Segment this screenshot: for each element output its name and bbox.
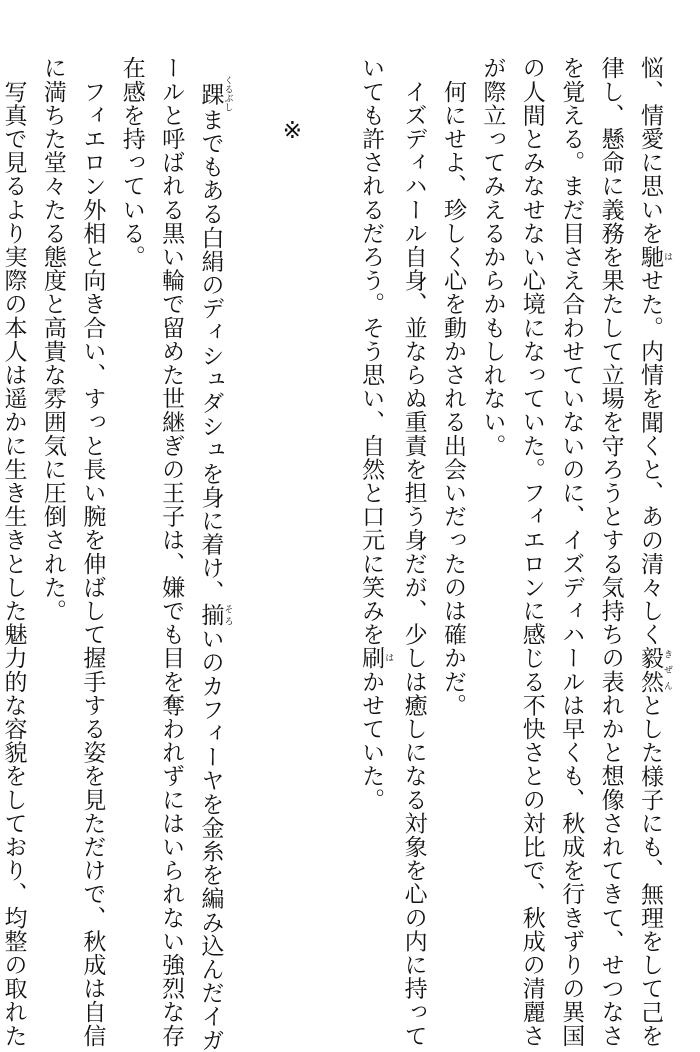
text-line: フィエロン外相と向き合い、すっと長い腕を伸ばして握手する姿を見ただけで、秋成は自信 [79,56,106,1048]
ruby-word [637,244,672,269]
text-line: 在感を持っている。 [118,56,145,269]
ruby-word [197,603,233,627]
ruby-word [358,646,394,670]
text-line [190,56,233,1052]
text-line: が際立ってみえるからかもしれない。 [479,56,506,458]
text-line: 律し、懸命に義務を果たして立場を守ろうとする気持ちの表れかと想像されてきて、せつなさ [597,56,624,1048]
ruby-base: 毅然 [637,646,663,694]
text-line: を覚える。まだ目さえ合わせていないのに、イズディハールは早くも、秋成を行きずりの異国 [558,56,585,1048]
ruby-base: 揃 [197,603,224,627]
text-run: とした様子にも、無理をして己を [637,693,663,1048]
ruby-base: 刷 [358,646,385,670]
text-line: の人間とみなせない心境になっていた。フィエロンに感じる不快さとの対比で、秋成の清麗さ [518,56,545,1048]
text-run: いのカフィーヤを金糸を編み込んだイガ [197,626,224,1052]
text-line [630,56,672,1048]
ruby-reading: くるぶし [222,75,233,112]
ruby-word [197,75,233,112]
text-line [351,56,393,976]
text-line: イズディハール自身、並ならぬ重責を担う身だが、少しは癒しになる対象を心の内に持って [400,56,427,1048]
text-line: 写真で見るより実際の本人は遥かに生き生きとした魅力的な容貌をしており、均整の取れた [0,56,27,1048]
ruby-reading: は [383,646,394,670]
text-line: 何にせよ、珍しく心を動かされる出会いだったのは確かだ。 [439,56,466,717]
text-line: に満ちた堂々たる態度と高貴な雰囲気に圧倒された。 [39,56,66,623]
text-run: 悩、情愛に思いを [637,56,663,245]
ruby-word [637,646,672,694]
ruby-reading: きぜん [662,646,672,694]
blank-line [233,56,272,976]
ruby-base: 踝 [197,75,224,112]
vertical-text-body [0,56,672,1052]
text-line: ールと呼ばれる黒い輪で留めた世継ぎの王子は、嫌でも目を奪われずにはいられない強烈な存 [158,56,185,1048]
text-run: せた。内情を聞くと、あの清々しく [637,268,663,647]
ruby-reading: そろ [222,603,233,627]
text-run: かせていた。 [358,669,385,812]
text-run: いても許されるだろう。そう思い、自然と口元に笑みを [358,56,385,646]
ruby-base: 馳 [637,244,663,269]
blank-line [311,56,350,976]
section-break-asterism: ※ [279,118,306,145]
ruby-reading: は [662,244,672,269]
text-run: までもある白絹のディシュダシュを身に着け、 [197,107,224,604]
